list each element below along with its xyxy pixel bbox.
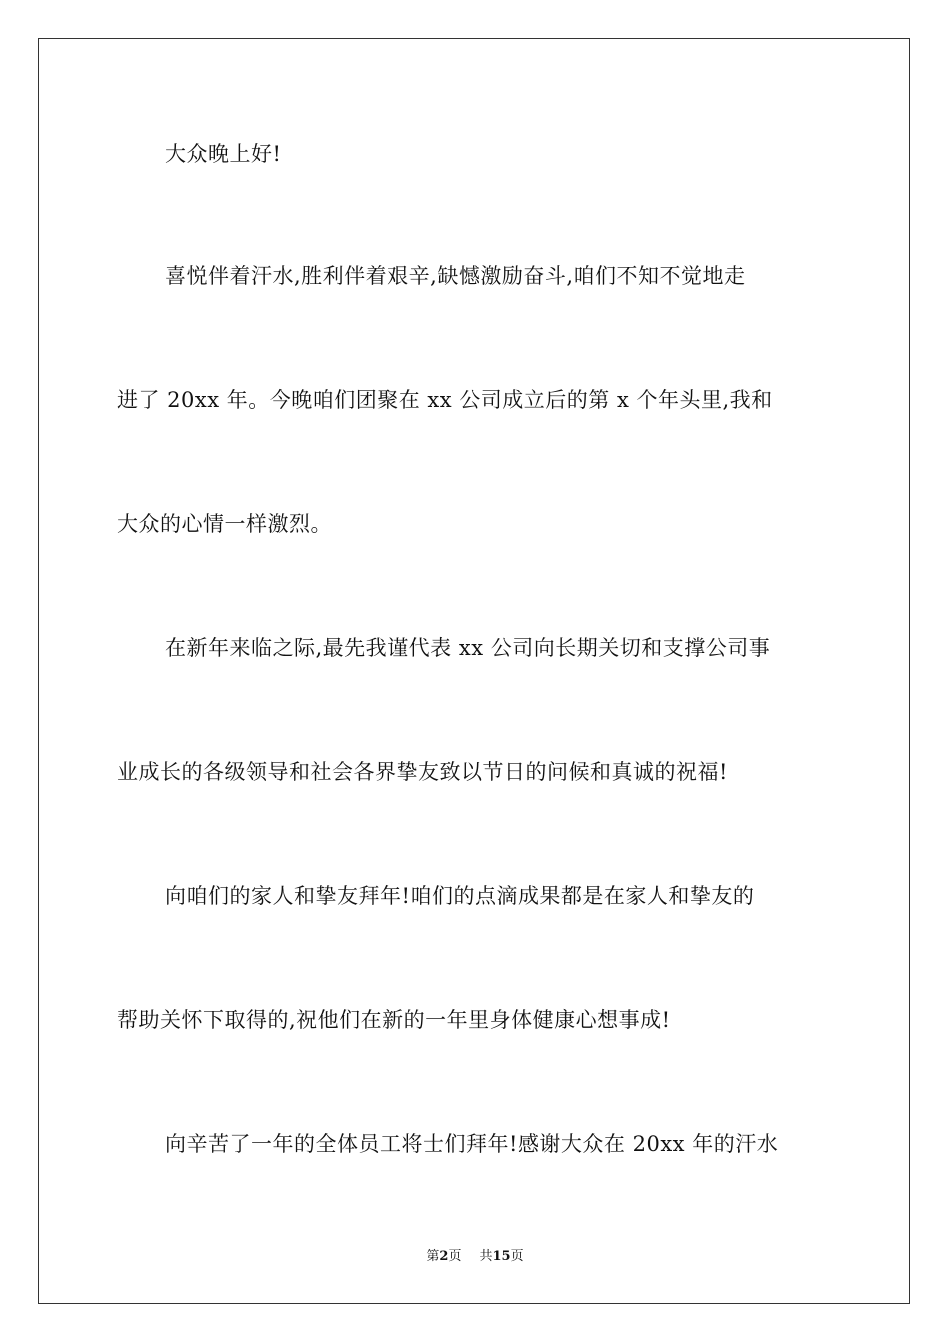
total-prefix: 共	[479, 1249, 493, 1264]
paragraph-2-line-2: 业成长的各级领导和社会各界挚友致以节日的问候和真诚的祝福!	[117, 760, 728, 784]
paragraph-1-line-1: 喜悦伴着汗水,胜利伴着艰辛,缺憾激励奋斗,咱们不知不觉地走	[165, 264, 746, 288]
greeting-line: 大众晚上好!	[165, 142, 282, 166]
paragraph-3-line-1: 向咱们的家人和挚友拜年!咱们的点滴成果都是在家人和挚友的	[165, 884, 755, 908]
total-unit: 页	[510, 1249, 524, 1264]
page-unit: 页	[448, 1249, 462, 1264]
page-current: 2	[439, 1249, 449, 1264]
paragraph-3-line-2: 帮助关怀下取得的,祝他们在新的一年里身体健康心想事成!	[117, 1008, 671, 1032]
page-footer	[0, 1248, 950, 1266]
paragraph-2-line-1: 在新年来临之际,最先我谨代表 xx 公司向长期关切和支撑公司事	[165, 636, 771, 660]
page-prefix: 第	[426, 1249, 440, 1264]
page-total: 15	[492, 1249, 511, 1264]
paragraph-1-line-2: 进了 20xx 年。今晚咱们团聚在 xx 公司成立后的第 x 个年头里,我和	[117, 388, 773, 412]
paragraph-4-line-1: 向辛苦了一年的全体员工将士们拜年!感谢大众在 20xx 年的汗水	[165, 1132, 779, 1156]
paragraph-1-line-3: 大众的心情一样激烈。	[117, 512, 332, 536]
page-frame	[38, 38, 910, 1304]
